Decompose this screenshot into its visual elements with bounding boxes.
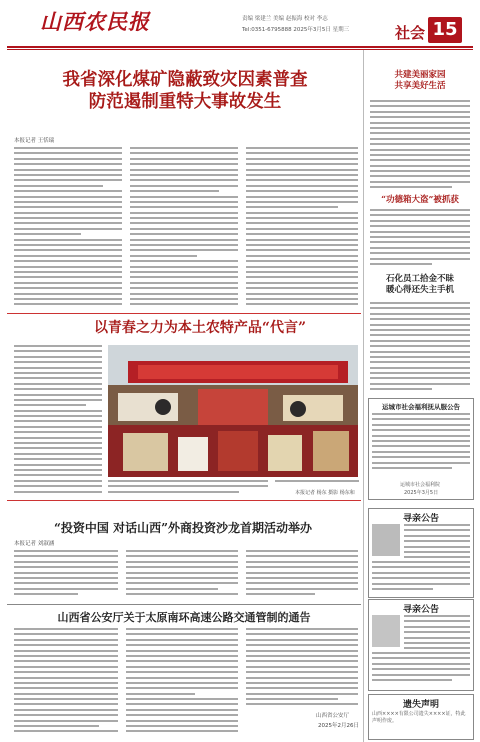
welfare-notice-date: 2025年3月5日 xyxy=(404,490,439,496)
main-headline-line1: 我省深化煤矿隐蔽致灾因素普查 xyxy=(62,70,308,90)
sidebar-story1-title-line1: 共建美丽家园 xyxy=(394,70,446,80)
photo-story-rule xyxy=(7,313,361,314)
sidebar-story3-text xyxy=(370,302,470,394)
column-divider xyxy=(363,50,364,742)
investment-text-col2 xyxy=(126,550,238,600)
photo-story-text xyxy=(14,345,102,495)
investment-text-col1 xyxy=(14,550,118,600)
seek-relatives-photo-2 xyxy=(372,615,400,647)
header-rule xyxy=(7,46,473,48)
seek-relatives-text-2b xyxy=(372,652,470,686)
seek-relatives-title-1: 寻亲公告 xyxy=(402,514,439,524)
investment-byline: 本报记者 刘淑涵 xyxy=(14,541,55,547)
welfare-notice-text xyxy=(372,413,470,471)
investment-headline: “投资中国 对话山西”外商投资沙龙首期活动举办 xyxy=(54,521,312,535)
traffic-text-col2 xyxy=(126,628,238,732)
photo-caption: 本报记者 杨东 摄影 杨东和 xyxy=(295,490,355,496)
welfare-notice-signature: 运城市社会福利院 xyxy=(400,482,441,488)
sidebar-story3-title-line1: 石化员工拾金不昧 xyxy=(385,274,454,284)
traffic-text-col1 xyxy=(14,628,118,732)
page-number: 15 xyxy=(428,17,462,43)
seek-relatives-photo-1 xyxy=(372,524,400,556)
photo-story-text-bottom1 xyxy=(108,480,268,498)
main-byline: 本报记者 王恬瑞 xyxy=(14,138,55,144)
sidebar-story2-title: “功德箱大盗”被抓获 xyxy=(381,195,459,205)
seek-relatives-text-1b xyxy=(372,561,470,593)
photo-story-headline: 以青春之力为本土农特产品“代言” xyxy=(93,320,307,336)
traffic-notice-rule xyxy=(7,604,361,605)
sidebar-story2-text xyxy=(370,209,470,269)
lost-notice-text: 山西××××有限公司遗失××××证，特此声明作废。 xyxy=(372,711,466,724)
traffic-date: 2025年2月26日 xyxy=(318,723,359,729)
section-name: 社会 xyxy=(395,24,426,42)
sidebar-story1-text xyxy=(370,100,470,188)
sidebar-story3-title xyxy=(368,274,472,297)
main-article-col3 xyxy=(246,147,358,305)
seek-relatives-text-1a xyxy=(404,524,470,558)
traffic-text-col3 xyxy=(246,628,358,708)
investment-text-col3 xyxy=(246,550,358,600)
photo-story-text-bottom2 xyxy=(275,480,359,488)
welfare-notice-title: 运城市社会福利抚从服公告 xyxy=(382,403,460,411)
main-headline-line2: 防范遏制重特大事故发生 xyxy=(88,91,282,112)
seek-relatives-title-2: 寻亲公告 xyxy=(402,605,439,615)
sidebar-story1-title-line2: 共享美好生活 xyxy=(394,81,446,92)
editor-line: 责编 梁建兰 美编 赵振海 校对 李志 xyxy=(242,16,328,22)
main-headline xyxy=(10,70,360,114)
traffic-signature: 山西省公安厅 xyxy=(316,713,350,719)
traffic-headline: 山西省公安厅关于太原南环高速公路交通管制的通告 xyxy=(57,611,311,624)
sidebar-story3-title-line2: 暖心得还失主手机 xyxy=(385,285,454,296)
masthead: 山西农民报 xyxy=(40,9,150,34)
main-article-col2 xyxy=(130,147,238,305)
photo-market-stall xyxy=(108,345,358,477)
main-article-col1 xyxy=(14,147,122,305)
header-rule-thin xyxy=(7,49,473,50)
investment-story-rule xyxy=(7,500,361,501)
seek-relatives-text-2a xyxy=(404,615,470,649)
sidebar-story1-title xyxy=(368,70,472,93)
lost-notice-title: 遗失声明 xyxy=(402,700,439,710)
contact-date-line: Tel:0351-6795888 2025年3月5日 星期三 xyxy=(242,27,350,33)
